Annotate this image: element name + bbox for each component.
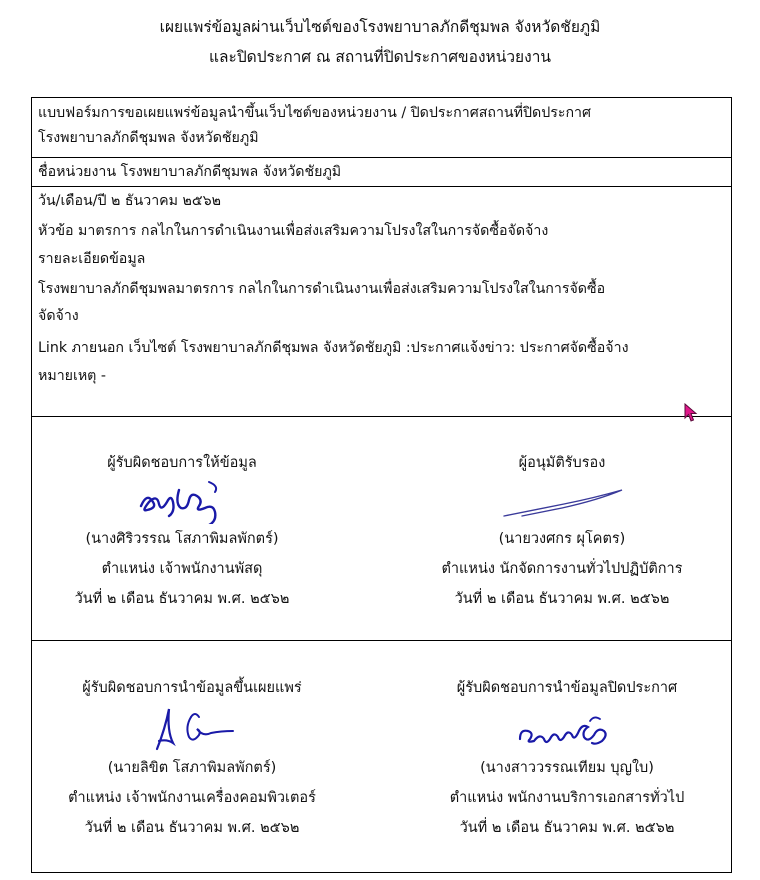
signer-role: ผู้รับผิดชอบการให้ข้อมูล — [107, 455, 257, 471]
signer-position: ตำแหน่ง นักจัดการงานทั่วไปปฏิบัติการ — [441, 561, 683, 577]
signer-role: ผู้รับผิดชอบการนำข้อมูลปิดประกาศ — [456, 680, 678, 696]
note: หมายเหตุ - — [38, 368, 107, 384]
divider — [32, 416, 731, 417]
signature-block-publisher — [42, 673, 342, 843]
signer-date: วันที่ ๒ เดือน ธันวาคม พ.ศ. ๒๕๖๒ — [454, 591, 670, 607]
external-link[interactable]: Link ภายนอก เว็บไซต์ โรงพยาบาลภักดีชุมพล จังหวัดชัยภูมิ :ประกาศแจ้งข่าว: ประกาศจัดซื้อจ้าง — [38, 340, 629, 356]
header-title-line2: และปิดประกาศ ณ สถานที่ปิดประกาศของหน่วยงาน — [209, 48, 551, 66]
divider — [32, 157, 731, 158]
signer-position: ตำแหน่ง เจ้าพนักงานพัสดุ — [101, 561, 263, 577]
signer-name: (นางสาววรรณเทียม บุญใบ) — [480, 760, 654, 776]
signer-date: วันที่ ๒ เดือน ธันวาคม พ.ศ. ๒๕๖๒ — [459, 820, 675, 836]
signer-date: วันที่ ๒ เดือน ธันวาคม พ.ศ. ๒๕๖๒ — [84, 820, 300, 836]
signer-name: (นายวงศกร ผุโคตร) — [498, 531, 626, 547]
signature-block-approver — [412, 448, 712, 614]
form-heading-line1: แบบฟอร์มการขอเผยแพร่ข้อมูลนำขึ้นเว็บไซต์ของหน่วยงาน / ปิดประกาศสถานที่ปิดประกาศ — [38, 105, 592, 121]
details-line1: โรงพยาบาลภักดีชุมพลมาตรการ กลไกในการดำเนินงานเพื่อส่งเสริมความโปรงใสในการจัดซื้อ — [38, 281, 606, 297]
details-label: รายละเอียดข้อมูล — [38, 251, 146, 267]
details-line2: จัดจ้าง — [38, 308, 79, 324]
agency-name: ชื่อหน่วยงาน โรงพยาบาลภักดีชุมพล จังหวัดชัยภูมิ — [38, 164, 342, 180]
handwritten-signature — [502, 703, 632, 753]
form-frame — [31, 97, 732, 873]
signature-block-provider — [42, 448, 322, 614]
form-topic: หัวข้อ มาตรการ กลไกในการดำเนินงานเพื่อส่งเสริมความโปรงใสในการจัดซื้อจัดจ้าง — [38, 223, 549, 239]
signer-role: ผู้รับผิดชอบการนำข้อมูลขึ้นเผยแพร่ — [82, 680, 302, 696]
signer-date: วันที่ ๒ เดือน ธันวาคม พ.ศ. ๒๕๖๒ — [74, 591, 290, 607]
divider — [32, 186, 731, 187]
handwritten-signature — [492, 478, 632, 524]
form-heading-line2: โรงพยาบาลภักดีชุมพล จังหวัดชัยภูมิ — [38, 130, 259, 146]
mouse-pointer-icon — [684, 403, 698, 423]
form-date: วัน/เดือน/ปี ๒ ธันวาคม ๒๕๖๒ — [38, 193, 221, 209]
divider — [32, 640, 731, 641]
header-title-line1: เผยแพร่ข้อมูลผ่านเว็บไซต์ของโรงพยาบาลภักดีชุมพล จังหวัดชัยภูมิ — [159, 18, 601, 36]
handwritten-signature — [127, 703, 257, 753]
handwritten-signature — [127, 478, 237, 524]
signer-name: (นายลิขิต โสภาพิมลพักตร์) — [107, 760, 277, 776]
signer-position: ตำแหน่ง เจ้าพนักงานเครื่องคอมพิวเตอร์ — [68, 790, 316, 806]
signer-name: (นางศิริวรรณ โสภาพิมลพักตร์) — [85, 531, 279, 547]
signature-block-poster — [417, 673, 717, 843]
signer-role: ผู้อนุมัติรับรอง — [518, 455, 606, 471]
signer-position: ตำแหน่ง พนักงานบริการเอกสารทั่วไป — [449, 790, 685, 806]
